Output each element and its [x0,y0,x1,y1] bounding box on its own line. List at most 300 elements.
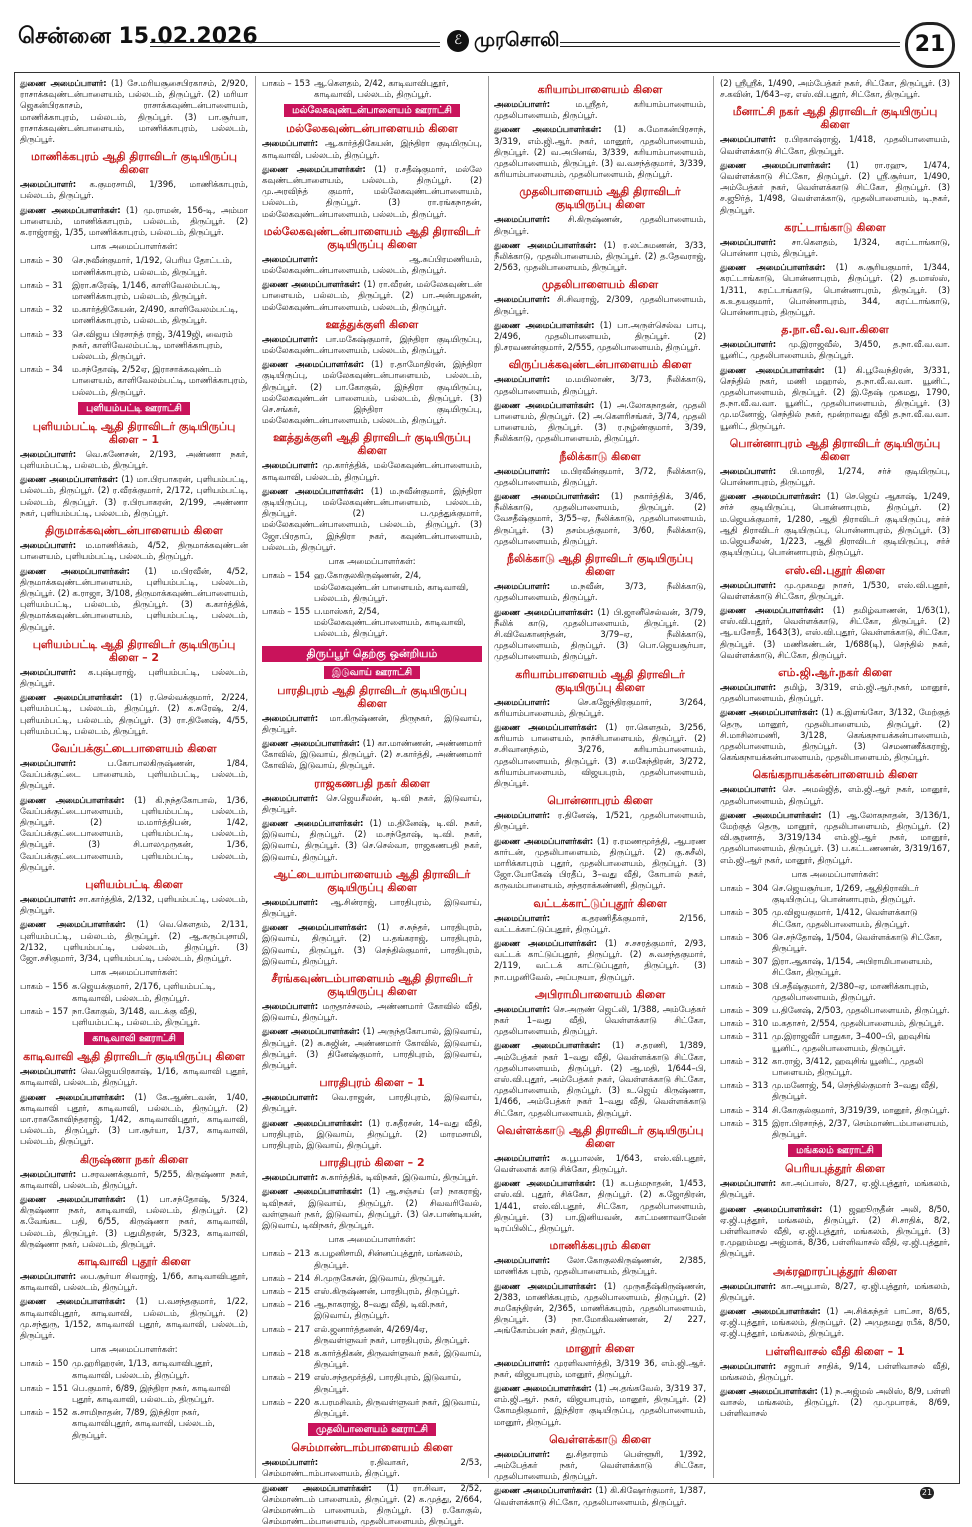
booth-row [262,570,482,604]
panchayat-tag: மல்லேகவுண்டன்பாளையம் ஊராட்சி [284,104,460,117]
role-label: துணை அமைப்பாளர்கள்: [20,794,125,805]
role-label: அமைப்பாளர்: [20,540,77,551]
role-label: அமைப்பாளர்: [20,666,77,677]
member-entry [720,339,950,361]
member-entry [720,1178,950,1200]
member-details: (1) க.பத்மநாதன், 1/453, எஸ்.வி. புதூர், சிக்கோ, திருப்பூர். (2) க.ஜோதிரன், 1/441, எஸ்.வி.புதூர், சிட்கோ, முதலிபாளையம், திருப்பூர். (3) பா.இனியவன், காட்மணாவாமேன் டிரப்பிலிட், திருப்பூர். [494,1178,706,1234]
booth-row [720,956,950,978]
branch-heading: முதலிபாளையம் கிளை [541,278,659,292]
branch-heading: விருப்பக்கவுண்டன்பாளையம் கிளை [508,358,692,372]
member-entry [20,205,248,239]
role-label: அமைப்பாளர்: [262,896,319,907]
booth-row [20,1383,248,1405]
branch-heading: ஊத்துக்குளி கிளை [325,317,419,331]
role-label: அமைப்பாளர்: [494,99,551,109]
member-details: (1) ப.வசந்தகுமார், 1/22, காடிவாவிபுதூர், காடிவாவி, பல்லடம், திருப்பூர். (2) மு.சந்துரு, 1/152, காடிவாவி புதூர், காடிவாவி, பல்லடம், திருப்பூர். [20,1296,248,1341]
branch-heading: செம்மாண்டாம்பாளையம் கிளை [291,1441,453,1455]
booth-number: பாகம் – 309 [720,1005,769,1015]
booth-row [20,981,248,1003]
member-entry [262,359,482,426]
member-entry [20,1066,248,1088]
branch-heading: வட்டக்காட்டுப்புதூர் கிளை [533,896,667,910]
member-entry [262,1092,482,1114]
member-details: சா.கௌதம், 1/324, கரட்டாங்காடு, பொன்னா புரம், திருப்பூர். [720,236,950,259]
branch-heading: சீரங்கவுண்டம்பாளையம் ஆதி திராவிடர் குடியிருப்பு கிளை [271,971,473,998]
member-details: க.தரணிதீக்குமார், 2/156, வட்டக்காட்டுப்புதூர், திருப்பூர். [494,912,706,934]
branch-heading: எஸ்.வி.புதூர் கிளை [785,563,885,577]
member-entry [494,836,706,892]
member-entry [494,320,706,354]
branch-heading: அபிராமிபாளையம் கிளை [534,987,666,1001]
member-entry [720,491,950,558]
branch-heading: மாணிக்கபுரம் கிளை [549,1239,651,1253]
role-label: துணை அமைப்பாளர்கள்: [494,124,602,135]
branch-heading: திருமாக்கவுண்டன்பாளையம் கிளை [45,524,223,538]
booth-number: பாகம் – 213 [262,1248,311,1259]
member-entry [20,667,248,689]
member-entry [20,919,248,964]
branch-heading: மாணிக்கபுரம் ஆதி திராவிடர் குடியிருப்பு கிளை [31,150,237,177]
member-details: மு.முகமது நாசர், 1/530, எஸ்.வி.புதூர், வெள்ளக்காடு சிட்கோ, திருப்பூர். [720,579,950,601]
role-label: துணை அமைப்பாளர்கள்: [720,262,826,273]
booth-row [262,606,482,640]
booth-row [20,364,248,398]
branch-heading: பொன்னாபுரம் ஆதி திராவிடர் குடியிருப்பு கிளை [729,436,941,463]
member-entry [494,938,706,983]
member-details: (1) ந.அஜ்மல் அலிஸ், 8/9, பள்ளி வாசல், மங்கலம், திருப்பூர். (2) மு.முபாரக், 8/69, பள்ளிவாசல் [720,1386,950,1419]
member-entry [494,374,706,396]
role-label: துணை அமைப்பாளர்கள்: [262,279,361,290]
booth-row [720,1105,950,1116]
role-label: துணை அமைப்பாளர்கள்: [720,604,824,615]
role-label: துணை அமைப்பாளர்கள்: [262,1117,363,1128]
booth-row [720,1080,950,1102]
member-details: (1) ஆ.சஞ்சய் (எ) நாகராஜ், டிவிநகர், இடுவாய், திருப்பூர். (2) சிவவரிவேல், வள்ளுவர் நகர், இடுவாய், திருப்பூர். (3) செ.பாண்டியன், இடுவாய், டிவிநகர், திருப்பூர். [262,1186,482,1231]
booth-organisers-label: பாக அமைப்பாளர்கள்: [328,1234,416,1245]
role-label: துணை அமைப்பாளர்கள்: [720,809,822,820]
column-1 [20,78,248,1478]
role-label: அமைப்பாளர்: [20,757,77,768]
booth-row [262,78,482,100]
booth-organiser: ஆ.கௌதம், 2/42, காடிவாவிபுதூர், காடிவாவி, பல்லடம், திருப்பூர். [314,78,449,100]
booth-organiser: மு.விஜயகுமார், 1/412, வெள்ளக்காடு சிட்கோ, முதலிபாளையம், திருப்பூர். [772,907,918,929]
member-entry [494,607,706,663]
booth-organiser: எஸ்.சந்தமூர்த்தி, பாரதிபுரம், இடுவாய், திருப்பூர். [314,1372,462,1394]
role-label: அமைப்பாளர்: [494,1357,551,1368]
member-entry [720,1281,950,1303]
booth-number: பாகம் – 30 [20,255,63,266]
booth-row [20,255,248,277]
role-label: அமைப்பாளர்: [720,465,777,476]
branch-heading: கரியாம்பாளையம் ஆதி திராவிடர் குடியிருப்பு கிளை [515,667,685,694]
role-label: துணை அமைப்பாளர்கள்: [720,491,821,502]
role-label: அமைப்பாளர்: [20,1066,77,1077]
member-details: க.புஷ்பராஜ், புளியம்பட்டி, பல்லடம், திருப்பூர். [20,666,248,688]
booth-organiser: இரா.பிரசாந்த், 2/37, செம்மாண்டம்பாளையம், திருப்பூர். [772,1117,949,1140]
role-label: அமைப்பாளர்: [20,1271,77,1282]
booth-number: பாகம் – 315 [720,1117,769,1128]
member-entry [262,922,482,967]
member-details: (1) சே.மரியசூசைபிரகாசம், 2/920, ராசாக்கவுண்டன்பாளையம், பல்லடம், திருப்பூர். (2) மரியா ஜெகன்பிரகாசம், ராசாக்கவுண்டன்பாளையம், மாணிக்காபுரம், பல்லடம், திருப்பூர். (3) பா.சூர்யா, ராசாக்கவுண்டன்பாளையம், மாணிக்காபுரம், பல்லடம், திருப்பூர். [20,78,248,145]
booth-organiser: க.பழனிசாமி, சின்னப்புத்தூர், மங்கலம், திருப்பூர். [314,1248,463,1270]
member-entry [262,1118,482,1152]
booth-organiser: செ.ஜெயசூர்யா, 1/269, ஆதிதிராவிடர் குடியிருப்பு, பொன்னாபுரம், திருப்பூர். [772,882,919,905]
booth-organiser: பெ.குமார், 6/89, இந்திரா நகர், காடிவாவி புதூர், காடிவாவி, பல்லடம், திருப்பூர். [72,1382,231,1405]
member-entry [494,697,706,719]
member-details: கா.அப்பாஸ், 8/27, ஏ.ஜி.புத்தூர், மங்கலம், திருப்பூர். [720,1178,950,1200]
member-entry [262,793,482,815]
branch-heading: வெள்ளக்காடு ஆதி திராவிடர் குடியிருப்பு கிளை [496,1123,704,1150]
role-label: துணை அமைப்பாளர்கள்: [262,817,364,828]
member-entry [262,713,482,735]
member-entry [20,795,248,873]
booth-row [720,1118,950,1140]
booth-row [720,1056,950,1078]
member-entry [720,1306,950,1340]
booth-organiser: நா.கோகுல், 3/148, வடக்கு வீதி, புளியம்பட்டி, பல்லடம், திருப்பூர். [72,1005,201,1027]
member-details: (1) அ.லோகநாதன், முதலி பாளையம், திருப்பூர். (2) அ.கௌரிசங்கர், 3/74, முதலி பாளையம், திருப்பூர். (3) ர.நழ்ண்குமார், 3/39, நீலிக்காடு, முதலிபாளையம், திருப்பூர். [494,399,706,444]
booth-number: பாகம் – 313 [720,1080,769,1091]
member-entry [494,1449,706,1483]
member-details: வெ.ஜெயபிரகாஷ், 1/16, காடிவாவி புதூர், காடிவாவி, பல்லடம், திருப்பூர். [20,1066,248,1088]
panchayat-tag: காடிவாவி ஊராட்சி [84,1032,184,1045]
member-details: (1) ம.பிரவீன், 4/52, திருமாக்கவுண்டன்பாளையம், புளியம்பட்டி, பல்லடம், திருப்பூர். (2) க.ராஜா, 3/108, திருமாக்கவுண்டன்பாளையம், புளியம்பட்டி, பல்லடம், திருப்பூர். (3) க.கார்த்திக், திருமாக்கவுண்டன்பாளையம், புளியம்பட்டி, பல்லடம், திருப்பூர். [20,565,248,632]
role-label: அமைப்பாளர்: [494,1003,551,1014]
member-details: சு.பூபாலன், 1/643, எஸ்.வி.புதூர், வெள்ளைக் காடு சிக்கோ, திருப்பூர். [494,1152,706,1175]
role-label: துணை அமைப்பாளர்கள்: [720,364,825,375]
branch-heading: மல்லேகவுண்டன்பாளையம் ஆதி திராவிடர் குடியிருப்பு கிளை [263,224,481,251]
branch-heading: கெங்கநாயக்கன்பாளையம் கிளை [752,768,918,782]
member-entry [20,566,248,633]
role-label: துணை அமைப்பாளர்கள்: [720,707,819,718]
member-details: து.சிதாராம் பெள்ளூரி, 1/392, அம்பேத்கர் நகர், வெள்ளக்காடு சிட்கோ, முதலிபாளையம், திருப்பூர். [494,1448,706,1482]
booth-organisers-label: பாக அமைப்பாளர்கள்: [328,556,416,567]
member-entry [262,1483,482,1527]
booth-number: பாகம் – 311 [720,1031,769,1042]
member-details: செ.அருண் ஜெட்லி, 1/388, அம்பேத்கர் நகர் 1–வது வீதி, வெள்ளக்காடு சிட்கோ, முதலிபாளையம், திருப்பூர். [494,1003,706,1037]
branch-heading: கரியாம்பாளையம் கிளை [537,83,663,96]
booth-row [720,907,950,929]
booth-organiser: மு.இராஜவீர் பாதுகா, 3–400–பி, ஹவுசிங் யூனிட், முதலிபாளையம், திருப்பூர். [772,1031,931,1053]
booth-number: பாகம் – 307 [720,956,769,967]
booth-number: பாகம் – 33 [20,328,63,339]
branch-heading: ராஜகணபதி நகர் கிளை [314,776,430,790]
booth-organiser: ப.தினேஷ், 2/503, முதலிபாளையம், திருப்பூர். [772,1005,950,1015]
role-label: துணை அமைப்பாளர்கள்: [262,737,360,748]
member-details: (1) பா.அருள்செல்வ பாபு, 2/496, முதலிபாளையம், திருப்பூர். (2) நி.சரவணன்குமார், 2/555, முதலிபாளையம், திருப்பூர். [494,319,706,353]
member-details: ஆ.சுப்பிரமணியம், மல்லேகவுண்டன்பாளையம், பல்லடம், திருப்பூர். [262,253,482,276]
booth-number: பாகம் – 31 [20,279,63,290]
booth-number: பாகம் – 155 [262,605,311,616]
role-label: அமைப்பாளர்: [262,333,319,344]
booth-number: பாகம் – 310 [720,1018,769,1029]
member-entry [720,1204,950,1260]
booth-number: பாகம் – 217 [262,1323,311,1334]
member-details: பா.மகேஷ்குமார், இந்திரா குடியிருப்பு, மல்லேகவுண்டன்பாளையம், பல்லடம், திருப்பூர். [262,333,482,356]
booth-row [720,1018,950,1029]
branch-heading: காடிவாவி ஆதி திராவிடர் குடியிருப்பு கிளை [23,1050,245,1064]
member-details: ப.சரவணக்குமார், 5/255, கிருஷ்ணா நகர், காடிவாவி, பல்லடம், திருப்பூர். [20,1168,248,1190]
member-entry [20,1092,248,1148]
branch-heading: ஆட்டையாம்பாளையம் ஆதி திராவிடர் குடியிருப்பு கிளை [273,867,471,894]
role-label: அமைப்பாளர்: [262,1172,319,1183]
role-label: துணை அமைப்பாளர்கள்: [20,692,123,703]
branch-heading: புளியம்பட்டி ஆதி திராவிடர் குடியிருப்பு கிளை – 1 [32,419,236,446]
role-label: துணை அமைப்பாளர்கள்: [494,1485,593,1496]
role-label: அமைப்பாளர்: [262,460,319,471]
branch-heading: புளியம்பட்டி கிளை [85,877,183,891]
role-label: துணை அமைப்பாளர்கள்: [262,1026,360,1037]
member-details: (1) செ.ஜெய் ஆகாஷ், 1/249, சர்ச் குடியிருப்பு, பொன்னாபுரம், திருப்பூர். (2) ம.ஜெயக்குமார், 1/280, ஆதி திராவிடர் குடியிருப்பு, சர்ச் ஆதி திராவிடர் குடியிருப்பு, பொன்னாபுரம், திருப்பூர். (3) ம.ஜெயசீலன், 1/223, ஆதி திராவிடர் குடியிருப்பு, சர்ச் குடியிருப்பு, பொன்னாபுரம், திருப்பூர். [720,491,950,558]
member-details: மு.கார்த்திக், மல்லேகவுண்டன்பாளையம், காடிவாவி, பல்லடம், திருப்பூர். [262,460,482,482]
member-entry [720,262,950,318]
booth-organiser: செ.நவீன்குமார், 1/192, பெரிய தோட்டம், மாணிக்காபுரம், பல்லடம், திருப்பூர். [72,255,233,277]
booth-organiser: ஹ.கோகுலகிருஷ்ணன், 2/4, மல்லேகவுண்டன் பாளையம், காடிவாவி, பல்லடம், திருப்பூர். [314,570,469,603]
member-entry [20,1296,248,1341]
role-label: அமைப்பாளர்: [20,179,77,190]
member-entry [262,897,482,919]
booth-number: பாகம் – 304 [720,882,769,893]
booth-row [720,883,950,905]
member-entry [262,486,482,553]
role-label: துணை அமைப்பாளர்கள்: [262,922,368,933]
member-details: (1) ம.தினேஷ், டி.வி. நகர், இடுவாய், திருப்பூர். (2) ம.சந்தோஷ், டி.வி. நகர், இடுவாய், திருப்பூர். (3) செ.செல்வா, ராஜகணபதி நகர், இடுவாய், திருப்பூர். [262,817,482,862]
member-details: சஜாபர் சாதிக், 9/14, பள்ளிவாசல் வீதி, மங்கலம், திருப்பூர். [720,1360,950,1382]
member-entry [262,1001,482,1023]
booth-number: பாகம் – 34 [20,364,63,375]
header-date: சென்னை 15.02.2026 [18,24,258,49]
panchayat-tag: இடுவாய் ஊராட்சி [324,666,420,679]
role-label: துணை அமைப்பாளர்கள்: [494,1178,596,1189]
panchayat-tag: மங்கலம் ஊராட்சி [788,1144,882,1157]
member-details: (1) ச.சசரத்குமார், 2/93, வட்டக் காட்டுப்புதூர், திருப்பூர். (2) சு.வசந்தகுமார், 2/119, வட்டக் காட்டுப்புதூர், திருப்பூர். (3) நா.பழனிவேல், அப்பநயா, திருப்பூர். [494,937,706,982]
booth-row [20,304,248,326]
member-details: (1) ர.லட்சுமணன், 3/33, நீலிக்காடு, முதலிபாளையம், திருப்பூர். (2) த.தேவராஜ், 2/563, முதலிபாளையம், திருப்பூர். [494,239,706,273]
member-entry [494,1383,706,1428]
member-entry [494,1358,706,1380]
branch-heading: நீலிக்காடு ஆதி திராவிடர் குடியிருப்பு கிளை [506,552,694,579]
member-details: (1) சு.மோகன்பிரசாந், 3/319, எம்.ஜி.ஆர். நகர், மானூர், முதலிபாளையம், திருப்பூர். (2) வ.அபினவ், 3/339, கரியாம்பாளையம், முதலிபாளையம், திருப்பூர். (3) வ.வசந்த்குமார், 3/339, கரியாம்பாளையம், முதலிபாளையம், திருப்பூர். [494,124,706,180]
role-label: துணை அமைப்பாளர்கள்: [494,835,594,846]
member-entry [720,605,950,661]
member-entry [494,214,706,236]
member-details: ம.ஸ்ரீதர், கரியாம்பாளையம், முதலிபாளையம், திருப்பூர். [494,99,706,121]
member-entry [20,894,248,916]
member-entry [720,682,950,704]
booth-row [262,1299,482,1321]
member-entry [494,1004,706,1038]
role-label: துணை அமைப்பாளர்கள்: [494,319,595,330]
role-label: அமைப்பாளர்: [262,712,319,723]
branch-heading: த.நா.வீ.வ.வா.கிளை [781,323,889,337]
member-details: (1) ரா.கௌதம், 3/256, கரியாம் பாளையம், நாச்சிபாளையம், திருப்பூர். (2) ச.சிவானந்தம், 3/276, கரியாம்பாளையம், முதலிபாளையம், திருப்பூர். (3) ச.மகேந்திரன், 3/272, கரியாம்பாளையம், விஜயபுரம், முதலிபாளையம், திருப்பூர். [494,721,706,788]
member-entry [262,164,482,220]
branch-heading: பள்ளிவாசல் வீதி கிளை – 1 [765,1344,905,1358]
booth-organiser: க.சாமிநாதன், 7/89, இந்திரா நகர், காடிவாவிபுதூர், காடிவாவி, பல்லடம், திருப்பூர். [72,1407,215,1440]
member-details: ம.பிரவீன்குமார், 3/72, நீலிக்காடு, முதலிபாளையம், திருப்பூர். [494,465,707,487]
role-label: துணை அமைப்பாளர்கள்: [20,1194,126,1205]
branch-heading: வெள்ளக்காடு கிளை [549,1432,651,1446]
booth-number: பாகம் – 218 [262,1348,311,1359]
member-entry [494,722,706,789]
branch-heading: காடிவாவி புதூர் கிளை [77,1255,191,1269]
branch-heading: மீனாட்சி நகர் ஆதி திராவிடர் குடியிருப்பு கிளை [732,105,938,132]
member-details: மருதாச்சலம், அண்ணமார் கோவில் வீதி, இடுவாய், திருப்பூர். [262,1000,482,1023]
role-label: அமைப்பாளர்: [494,294,551,305]
role-label: அமைப்பாளர்: [494,696,551,707]
member-entry [494,466,706,488]
member-details: ஆ.சின்ராஜ், பாரதிபுரம், இடுவாய், திருப்பூர். [262,896,482,918]
booth-organisers-label: பாக அமைப்பாளர்கள்: [90,967,178,978]
booth-number: பாகம் – 308 [720,980,769,991]
member-details: ஆ.கார்த்திகேயன், இந்திரா குடியிருப்பு, காடிவாவி, பல்லடம், திருப்பூர். [262,138,482,160]
member-entry [262,1457,482,1479]
role-label: அமைப்பாளர்: [494,912,551,923]
member-entry [494,124,706,180]
member-details: சா.கார்த்திக், 2/132, புளியம்பட்டி, பல்லடம், திருப்பூர். [20,893,248,916]
booth-organiser: மு.ஹரிஹரன், 1/13, காடிவாவிபுதூர், காடிவாவி, பல்லடம், திருப்பூர். [72,1358,213,1380]
member-details: (1) ம.நவீன்குமார், இந்திரா குடியிருப்பு, மல்லேகவுண்டன்பாளையம், பல்லடம், திருப்பூர். (2) ப.முத்துக்குமார், மல்லேகவுண்டன்பாளையம், பல்லடம், திருப்பூர். (3) ஜோ.பிரதாப், இந்திரா நகர், கவுண்டன்பாளையம், பல்லடம், திருப்பூர். [262,485,482,552]
booth-row [20,280,248,302]
member-entry [494,294,706,316]
booth-organiser: ம.கார்த்திகேயன், 2/490, காளிவேலம்பட்டி, மாணிக்காபுரம், பல்லடம், திருப்பூர். [72,304,239,326]
member-entry [262,1026,482,1071]
booth-organiser: ஆ.நாகராஜ், 8–வது வீதி, டிவி.நகர், இடுவாய், திருப்பூர். [314,1299,448,1321]
role-label: துணை அமைப்பாளர்கள்: [494,937,598,948]
booth-organiser: க.பரமசிவம், திருவள்ளுவர் நகர், இடுவாய், திருப்பூர். [314,1396,481,1419]
member-details: செ.ஜெயசீலன், டி.வி நகர், இடுவாய், திருப்பூர். [262,792,482,814]
member-details: லோ.கோகுலகிருஷ்ணன், 2/385, மாணிக்க புரம், முதலிபாளையம், திருப்பூர். [494,1255,706,1277]
role-label: அமைப்பாளர்: [720,681,777,692]
role-label: துணை அமைப்பாளர்கள்: [20,474,119,485]
role-label: அமைப்பாளர்: [494,810,551,821]
booth-number: பாகம் – 312 [720,1055,769,1066]
booth-number: பாகம் – 32 [20,304,63,315]
member-details: மா.கிருஷ்ணன், திருநகர், இடுவாய், திருப்பூர். [262,712,482,734]
role-label: அமைப்பாளர்: [494,465,551,476]
member-details: தமிழ், 3/319, எம்.ஜி.ஆர்.நகர், மானூர், முதலிபாளையம், திருப்பூர். [720,681,950,704]
member-entry [494,400,706,445]
booth-number: பாகம் – 157 [20,1005,69,1016]
column-4 [720,78,950,1478]
role-label: அமைப்பாளர்: [720,784,777,795]
role-label: துணை அமைப்பாளர்கள்: [20,204,121,215]
booth-number: பாகம் – 150 [20,1358,69,1369]
member-entry [20,449,248,471]
member-details: மு.இராஜவீல், 3/450, த.நா.வீ.வ.வா. யூனிட், முதலிபாளையம், திருப்பூர். [720,339,950,361]
member-entry [720,1361,950,1383]
booth-row [262,1286,482,1297]
member-entry [20,78,248,145]
branch-heading: அக்ரஹாரப்புத்தூர் கிளை [773,1264,897,1278]
booth-organiser: ம.கதாசர், 2/554, முதலிபாளையம், திருப்பூர். [772,1018,944,1029]
branch-heading: மல்லேகவுண்டன்பாளையம் கிளை [286,122,458,136]
member-details: (1) பா.சந்தோஷ், 5/324, கிருஷ்ணா நகர், காடிவாவி, பல்லடம், திருப்பூர். (2) க.வேங்கட பதி, 6/55, கிருஷ்ணா நகர், காடிவாவி, பல்லடம், திருப்பூர். (3) பதுமிதரன், 5/323, காடிவாவி, கிருஷ்ணா நகர், பல்லடம், திருப்பூர். [20,1194,248,1249]
booth-row [20,1358,248,1380]
member-details: ம.மயிலாண், 3/73, நீலிக்காடு, முதலிபாளையம், திருப்பூர். [494,374,706,396]
booth-row [262,1348,482,1370]
role-label: அமைப்பாளர்: [494,374,551,385]
member-details: (1) மா.பிரபாகரன், புளியம்பட்டி, பல்லடம், திருப்பூர். (2) ர.வீரக்குமார், 2/172, புளியம்பட்டி, பல்லடம், திருப்பூர். (3) ர.பிரபாகரன், 2/199, அண்ணா நகர், புளியம்பட்டி, பல்லடம், திருப்பூர். [20,474,248,518]
booth-number: பாகம் – 215 [262,1286,311,1297]
booth-number: பாகம் – 216 [262,1299,311,1310]
booth-organiser: க.கார்த்திகன், திருவள்ளுவர் நகர், இடுவாய், திருப்பூர். [314,1348,482,1370]
member-entry [494,1255,706,1277]
member-entry [20,692,248,737]
member-entry [20,1194,248,1250]
role-label: அமைப்பாளர்: [720,1280,777,1291]
role-label: துணை அமைப்பாளர்கள்: [494,1040,601,1051]
member-entry [720,237,950,259]
member-entry [494,913,706,935]
member-entry [20,1271,248,1293]
member-entry [494,99,706,121]
booth-organisers-label: பாக அமைப்பாளர்கள்: [90,241,178,252]
booth-number: பாகம் – 314 [720,1104,769,1115]
booth-number: பாகம் – 152 [20,1407,69,1418]
booth-organiser: பி.சதீஷ்குமார், 2/380–ஏ, மாணிக்காபுரம், முதலிபாளையம், திருப்பூர். [772,980,929,1002]
member-entry [20,758,248,792]
member-entry [720,580,950,602]
role-label: துணை அமைப்பாளர்கள்: [494,721,598,732]
booth-number: பாகம் – 154 [262,570,311,581]
booth-number: பாகம் – 220 [262,1396,311,1407]
member-details: (1) ரா.ரஹு, 1/474, வெள்ளக்காடு சிட்கோ, திருப்பூர். (2) ஸ்ரீ.சூர்யா, 1/490, அம்பேத்கர் நகர், வெள்ளக்காடு சிட்கோ, திருப்பூர். (3) ச.ஜூர்த், 1/498, வெள்ளக்காடு, முதலிபாளையம், டி.நகர், திருப்பூர். [720,159,950,215]
role-label: துணை அமைப்பாளர்கள்: [20,1091,125,1102]
member-details: க.குமரசாமி, 1/396, மாணிக்காபுரம், பல்லடம், திருப்பூர். [20,179,249,201]
page-number-badge: 21 [905,22,955,68]
member-entry [20,540,248,562]
branch-heading: நீலிக்காடு கிளை [559,449,641,463]
role-label: துணை அமைப்பாளர்கள்: [262,1482,372,1493]
masthead-logo-icon: ℰ [447,30,469,52]
member-entry [494,240,706,274]
booth-organiser: செ.சந்தோஷ், 1/504, வெள்ளக்காடு சிட்கோ, திருப்பூர். [772,931,943,953]
member-entry [720,810,950,866]
role-label: அமைப்பாளர்: [720,339,777,350]
member-entry [262,1172,482,1183]
role-label: துணை அமைப்பாளர்கள்: [720,1306,821,1317]
member-details: (1) அ.தங்கவேல், 3/319 37, எம்.ஜி.ஆர். நகர், விஜயாபுரம், மானூர், திருப்பூர். (2) கோமதிகுமார், இந்திரா குடியிருப்பு, முதலிபாளையம், மானூர், திருப்பூர். [494,1383,706,1427]
member-details: ர.தினேஷ், 1/521, முதலிபாளையம், திருப்பூர். [494,810,706,832]
member-entry [262,1186,482,1231]
member-details: (1) அ.சிக்கந்தர் பாட்சா, 8/65, ஏ.ஜி.புத்தூர், மங்கலம், திருப்பூர். (2) அமுதமது ரபீக், 8/50, ஏ.ஜி.புத்தூர், மங்கலம், திருப்பூர். [720,1306,950,1339]
booth-organiser: எல்.ஜனார்த்தனன், 4/269/4ஏ, திருவள்ளுவர் நகர், பாரதிபுரம், திருப்பூர். [314,1323,470,1345]
role-label: துணை அமைப்பாளர்கள்: [494,239,597,250]
booth-row [720,981,950,1003]
role-label: அமைப்பாளர்: [262,792,319,803]
member-entry [494,1485,706,1507]
footer-page-number: 21 [921,1488,933,1497]
booth-row [720,1031,950,1053]
booth-row [262,1248,482,1270]
member-details: (1) ஜஹூருதீன் அலி, 8/50, ஏ.ஜி.புத்தூர், மங்கலம், திருப்பூர். (2) சி.சாதிக், 8/2, பள்ளிவாசல் வீதி, ஏ.ஜி.புத்தூர், மங்கலம், திருப்பூர். (3) ர.முஹம்மது அஜ்மாக், 8/36, பள்ளிவாசல் வீதி, ஏ.ஜி.புத்தூர், திருப்பூர். [720,1203,950,1259]
booth-row [262,1372,482,1394]
booth-organiser: இரா.சுரேஷ், 1/146, காளிவேலம்பட்டி, மாணிக்காபுரம், பல்லடம், திருப்பூர். [72,279,221,302]
member-entry [262,279,482,313]
member-details: செ. அமல்ஜித், எம்.ஜி.ஆர் நகர், மானூர், முதலிபாளையம், திருப்பூர். [720,784,950,806]
role-label: துணை அமைப்பாளர்கள்: [262,1186,363,1197]
booth-organiser: மு.மனோஜ், 54, செந்தில்குமார் 3–வது வீதி, திருப்பூர். [772,1080,939,1102]
booth-number: பாகம் – 151 [20,1382,69,1393]
branch-heading: எம்.ஜி.ஆர்.நகர் கிளை [778,665,892,679]
member-entry [262,254,482,276]
branch-heading: பெரியபுத்தூர் கிளை [785,1162,885,1176]
member-entry [494,581,706,603]
member-details: ர.பிரகாஷ்ராஜ், 1/418, முதலிபாளையம், வெள்ளக்காடு சிட்கோ, திருப்பூர். [720,134,950,156]
branch-heading: பொன்னாபுரம் கிளை [547,794,653,808]
member-details: கா.அபூபால், 8/27, ஏ.ஜி.புத்தூர், மங்கலம், திருப்பூர். [720,1280,950,1302]
